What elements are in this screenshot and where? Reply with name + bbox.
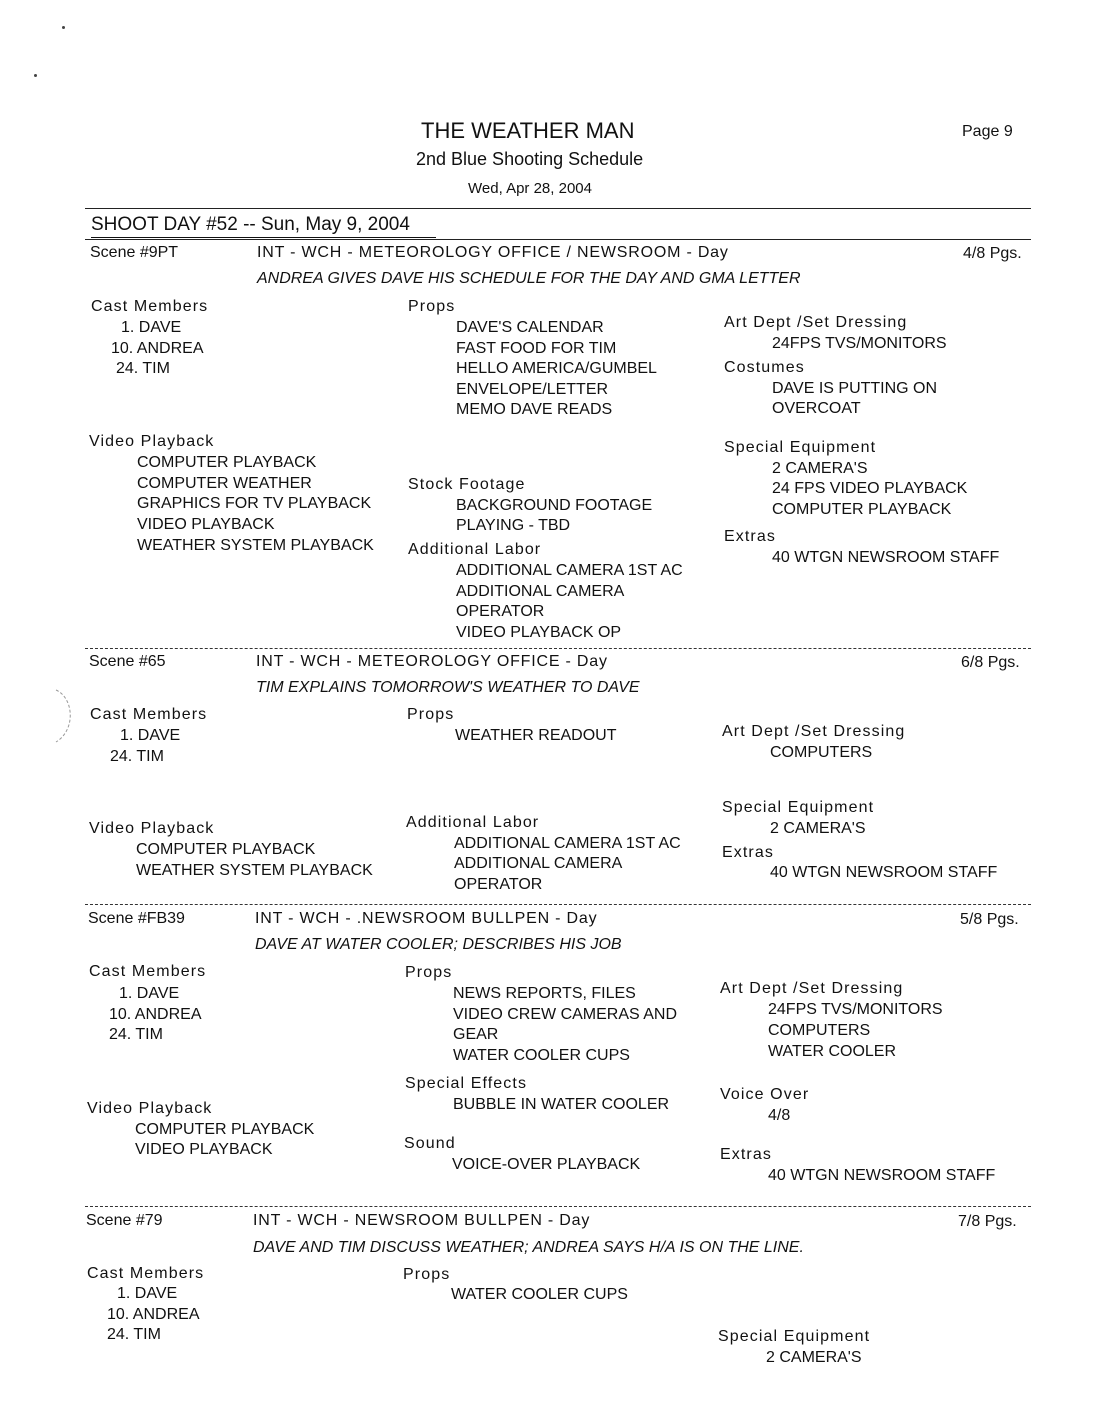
- cast-label: Cast Members: [91, 298, 209, 315]
- sound-label: Sound: [404, 1135, 456, 1152]
- stock-footage-item: BACKGROUND FOOTAGE: [456, 497, 653, 514]
- props-label: Props: [408, 298, 456, 315]
- additional-labor-item: OPERATOR: [456, 603, 545, 620]
- art-dept-label: Art Dept /Set Dressing: [724, 314, 908, 331]
- scene-pages: 7/8 Pgs.: [958, 1213, 1017, 1230]
- props-item: VIDEO CREW CAMERAS AND: [453, 1006, 678, 1023]
- additional-labor-label: Additional Labor: [406, 814, 540, 831]
- scene-number: Scene #65: [89, 653, 166, 670]
- extras-label: Extras: [724, 528, 776, 545]
- shoot-day-title: SHOOT DAY #52 -- Sun, May 9, 2004: [91, 214, 410, 235]
- video-playback-label: Video Playback: [89, 433, 215, 450]
- additional-labor-label: Additional Labor: [408, 541, 542, 558]
- props-item: FAST FOOD FOR TIM: [456, 340, 617, 357]
- props-item: HELLO AMERICA/GUMBEL: [456, 360, 657, 377]
- special-effects-item: BUBBLE IN WATER COOLER: [453, 1096, 670, 1113]
- scene-pages: 5/8 Pgs.: [960, 911, 1019, 928]
- scene-separator: [85, 904, 1031, 905]
- scene-heading: INT - WCH - METEOROLOGY OFFICE / NEWSROOM - Day: [257, 244, 729, 261]
- shoot-day-rule: [85, 239, 1031, 240]
- art-dept-label: Art Dept /Set Dressing: [720, 980, 904, 997]
- props-label: Props: [405, 964, 453, 981]
- shoot-day-underline: [91, 237, 436, 238]
- special-equipment-label: Special Equipment: [722, 799, 875, 816]
- extras-label: Extras: [720, 1146, 772, 1163]
- special-equipment-item: COMPUTER PLAYBACK: [772, 501, 952, 518]
- scene-pages: 4/8 Pgs.: [963, 245, 1022, 262]
- art-dept-item: WATER COOLER: [768, 1043, 897, 1060]
- scene-number: Scene #FB39: [88, 910, 185, 927]
- scan-speck: [62, 26, 65, 29]
- page-number: Page 9: [962, 123, 1013, 140]
- scan-speck: [34, 74, 37, 77]
- scene-description: ANDREA GIVES DAVE HIS SCHEDULE FOR THE DAY AND GMA LETTER: [257, 270, 801, 287]
- video-playback-item: GRAPHICS FOR TV PLAYBACK: [137, 495, 372, 512]
- special-equipment-label: Special Equipment: [724, 439, 877, 456]
- additional-labor-item: ADDITIONAL CAMERA 1ST AC: [454, 835, 681, 852]
- extras-item: 40 WTGN NEWSROOM STAFF: [768, 1167, 996, 1184]
- scene-heading: INT - WCH - METEOROLOGY OFFICE - Day: [256, 653, 608, 670]
- cast-item: 10. ANDREA: [107, 1306, 200, 1323]
- props-item: DAVE'S CALENDAR: [456, 319, 604, 336]
- video-playback-item: COMPUTER PLAYBACK: [137, 454, 317, 471]
- stock-footage-item: PLAYING - TBD: [456, 517, 571, 534]
- video-playback-label: Video Playback: [87, 1100, 213, 1117]
- art-dept-item: 24FPS TVS/MONITORS: [768, 1001, 943, 1018]
- cast-label: Cast Members: [89, 963, 207, 980]
- props-item: WATER COOLER CUPS: [451, 1286, 628, 1303]
- additional-labor-item: VIDEO PLAYBACK OP: [456, 624, 622, 641]
- art-dept-item: COMPUTERS: [768, 1022, 871, 1039]
- art-dept-item: COMPUTERS: [770, 744, 873, 761]
- scene-description: TIM EXPLAINS TOMORROW'S WEATHER TO DAVE: [256, 679, 640, 696]
- props-item: WEATHER READOUT: [455, 727, 617, 744]
- scene-number: Scene #79: [86, 1212, 163, 1229]
- art-dept-label: Art Dept /Set Dressing: [722, 723, 906, 740]
- scene-description: DAVE AND TIM DISCUSS WEATHER; ANDREA SAYS H/A IS ON THE LINE.: [253, 1239, 804, 1256]
- top-rule: [85, 208, 1031, 209]
- scene-heading: INT - WCH - .NEWSROOM BULLPEN - Day: [255, 910, 598, 927]
- additional-labor-item: ADDITIONAL CAMERA: [454, 855, 623, 872]
- special-equipment-item: 2 CAMERA'S: [766, 1349, 862, 1366]
- props-item: MEMO DAVE READS: [456, 401, 613, 418]
- scene-description: DAVE AT WATER COOLER; DESCRIBES HIS JOB: [255, 936, 622, 953]
- cast-item: 1. DAVE: [121, 319, 182, 336]
- hole-punch-mark: [26, 686, 76, 746]
- voice-over-item: 4/8: [768, 1107, 791, 1124]
- cast-label: Cast Members: [87, 1265, 205, 1282]
- cast-item: 1. DAVE: [119, 985, 180, 1002]
- props-item: WATER COOLER CUPS: [453, 1047, 630, 1064]
- props-item: GEAR: [453, 1026, 499, 1043]
- cast-item: 24. TIM: [107, 1326, 161, 1343]
- special-effects-label: Special Effects: [405, 1075, 528, 1092]
- scene-heading: INT - WCH - NEWSROOM BULLPEN - Day: [253, 1212, 591, 1229]
- props-item: NEWS REPORTS, FILES: [453, 985, 636, 1002]
- special-equipment-label: Special Equipment: [718, 1328, 871, 1345]
- cast-item: 24. TIM: [110, 748, 164, 765]
- props-label: Props: [403, 1266, 451, 1283]
- video-playback-item: VIDEO PLAYBACK: [137, 516, 275, 533]
- cast-item: 10. ANDREA: [111, 340, 204, 357]
- additional-labor-item: OPERATOR: [454, 876, 543, 893]
- special-equipment-item: 24 FPS VIDEO PLAYBACK: [772, 480, 968, 497]
- extras-label: Extras: [722, 844, 774, 861]
- cast-item: 1. DAVE: [117, 1285, 178, 1302]
- sound-item: VOICE-OVER PLAYBACK: [452, 1156, 641, 1173]
- cast-item: 1. DAVE: [120, 727, 181, 744]
- scene-number: Scene #9PT: [90, 244, 179, 261]
- scene-separator: [85, 648, 1031, 649]
- document-date: Wed, Apr 28, 2004: [468, 180, 592, 197]
- extras-item: 40 WTGN NEWSROOM STAFF: [770, 864, 998, 881]
- costumes-item: OVERCOAT: [772, 400, 861, 417]
- voice-over-label: Voice Over: [720, 1086, 810, 1103]
- scene-pages: 6/8 Pgs.: [961, 654, 1020, 671]
- video-playback-label: Video Playback: [89, 820, 215, 837]
- document-subtitle: 2nd Blue Shooting Schedule: [416, 149, 644, 169]
- extras-item: 40 WTGN NEWSROOM STAFF: [772, 549, 1000, 566]
- art-dept-item: 24FPS TVS/MONITORS: [772, 335, 947, 352]
- video-playback-item: WEATHER SYSTEM PLAYBACK: [136, 862, 373, 879]
- cast-item: 24. TIM: [116, 360, 170, 377]
- props-item: ENVELOPE/LETTER: [456, 381, 609, 398]
- scene-separator: [85, 1206, 1031, 1207]
- video-playback-item: COMPUTER PLAYBACK: [136, 841, 316, 858]
- additional-labor-item: ADDITIONAL CAMERA: [456, 583, 625, 600]
- stock-footage-label: Stock Footage: [408, 476, 526, 493]
- video-playback-item: WEATHER SYSTEM PLAYBACK: [137, 537, 374, 554]
- costumes-item: DAVE IS PUTTING ON: [772, 380, 938, 397]
- props-label: Props: [407, 706, 455, 723]
- cast-item: 24. TIM: [109, 1026, 163, 1043]
- additional-labor-item: ADDITIONAL CAMERA 1ST AC: [456, 562, 683, 579]
- video-playback-item: VIDEO PLAYBACK: [135, 1141, 273, 1158]
- costumes-label: Costumes: [724, 359, 805, 376]
- document-title: THE WEATHER MAN: [421, 118, 635, 143]
- video-playback-item: COMPUTER WEATHER: [137, 475, 312, 492]
- cast-item: 10. ANDREA: [109, 1006, 202, 1023]
- cast-label: Cast Members: [90, 706, 208, 723]
- special-equipment-item: 2 CAMERA'S: [770, 820, 866, 837]
- video-playback-item: COMPUTER PLAYBACK: [135, 1121, 315, 1138]
- special-equipment-item: 2 CAMERA'S: [772, 460, 868, 477]
